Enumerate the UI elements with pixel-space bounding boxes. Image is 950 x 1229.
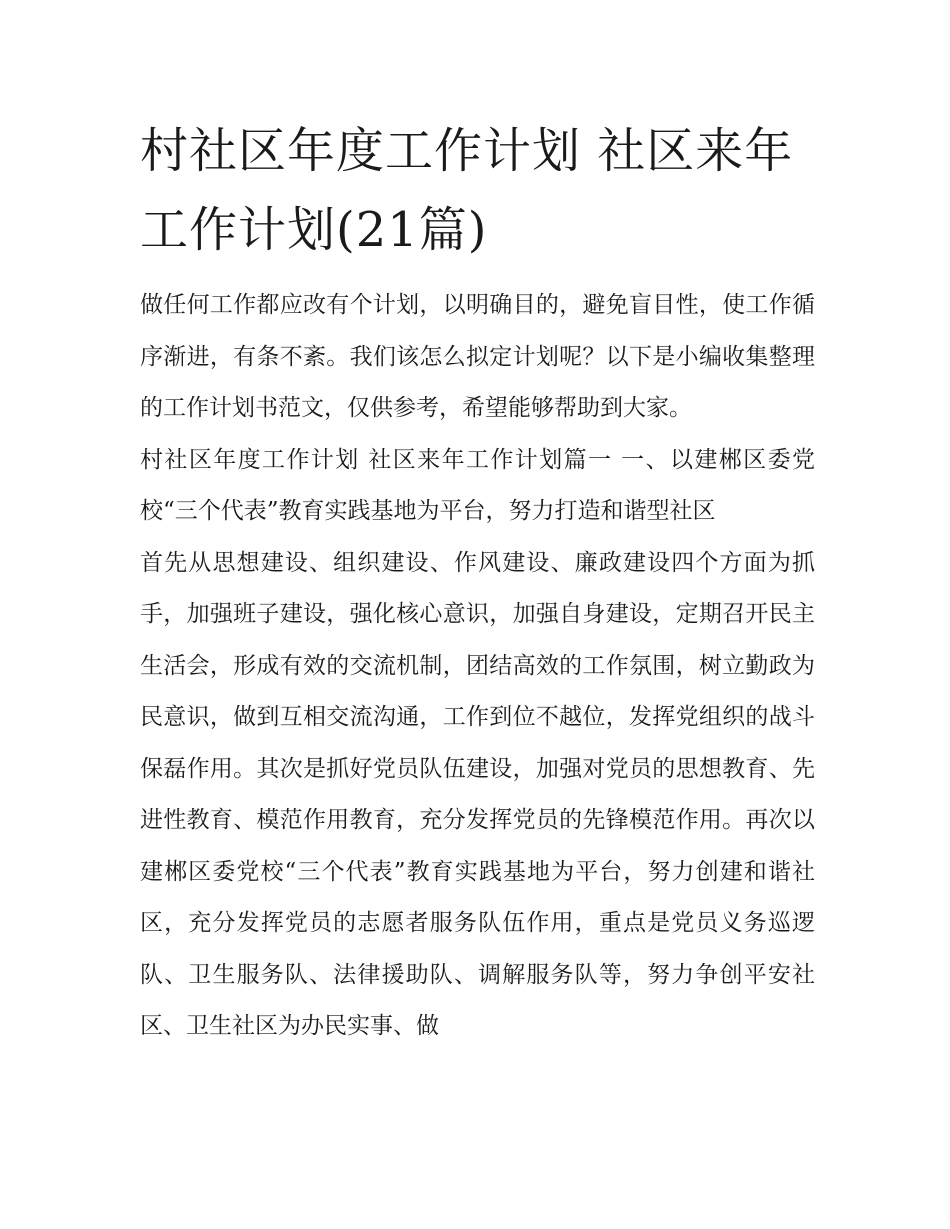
body-paragraph: 首先从思想建设、组织建设、作风建设、廉政建设四个方面为抓手，加强班子建设，强化核心意识，加强自身建设，定期召开民主生活会，形成有效的交流机制，团结高效的工作氛围，树立勤政为民意识，做到互相交流沟通，工作到位不越位，发挥党组织的战斗保磊作用。其次是抓好党员队伍建设，加强对党员的思想教育、先进性教育、模范作用教育，充分发挥党员的先锋模范作用。再次以建郴区委党校“三个代表”教育实践基地为平台，努力创建和谐社区，充分发挥党员的志愿者服务队伍作用，重点是党员义务巡逻队、卫生服务队、法律援助队、调解服务队等，努力争创平安社区、卫生社区为办民实事、做 <box>140 549 815 1039</box>
document-title: 村社区年度工作计划 社区来年工作计划(21篇) <box>140 123 794 258</box>
section-heading-paragraph: 村社区年度工作计划 社区来年工作计划篇一 一、以建郴区委党校“三个代表”教育实践基地为平台，努力打造和谐型社区 <box>140 446 815 524</box>
intro-paragraph: 做任何工作都应改有个计划，以明确目的，避免盲目性，使工作循序渐进，有条不紊。我们该怎么拟定计划呢？以下是小编收集整理的工作计划书范文，仅供参考，希望能够帮助到大家。 <box>140 292 815 421</box>
document-page <box>140 112 815 1053</box>
